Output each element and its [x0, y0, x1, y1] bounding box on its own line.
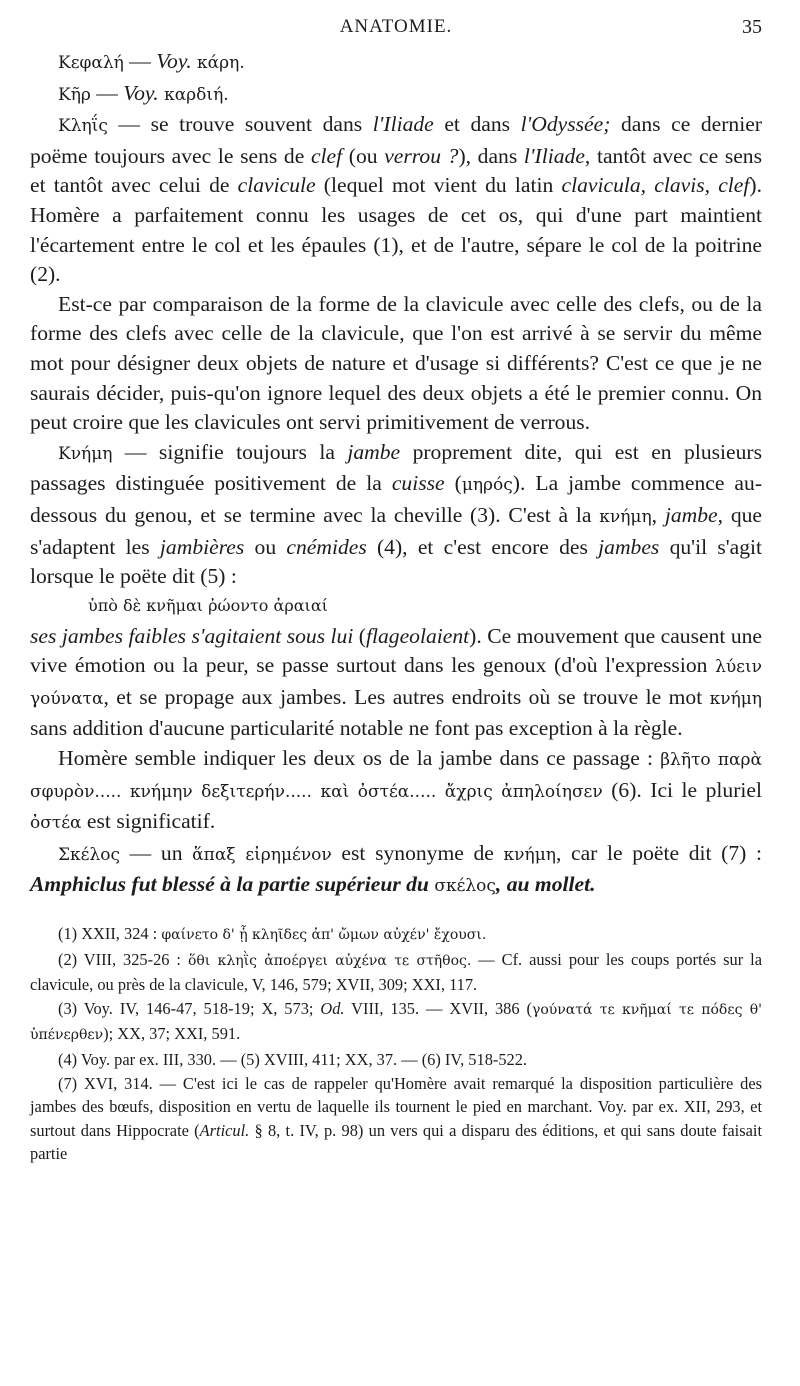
- translation: Amphiclus fut blessé à la partie supérieur du: [30, 872, 435, 897]
- text: est synonyme de: [331, 840, 504, 865]
- paragraph-comparaison: Est-ce par comparaison de la forme de la clavicule avec celle des clefs, ou de la forme des clefs avec celle de la clavicule, que l'on est arrivé à se servir du même mot pour désigner deux objets de nature et d'usage si différents? C'est ce que je ne saurais décider, puis-qu'on ignore lequel des deux objets a été le premier connu. On peut croire que les clavicules ont servi primitivement de verrous.: [30, 291, 762, 435]
- text: , que s'adaptent les: [30, 502, 762, 559]
- text: ). La jambe commence au-dessous du genou, et se termine avec la cheville (3). C'est à la: [30, 471, 763, 527]
- footnote-text: (2) VIII, 325-26 :: [58, 949, 188, 969]
- footnote-abbrev: Od.: [320, 998, 345, 1018]
- text: , tantôt avec ce sens et tantôt avec celui de: [30, 143, 763, 198]
- footnote-text: (1) XXII, 324 :: [58, 924, 162, 944]
- term: jambe: [347, 439, 401, 464]
- text: — signifie toujours la: [112, 439, 348, 464]
- greek-word: ὀστέα: [30, 813, 82, 834]
- voy-ref: Voy.: [156, 49, 192, 73]
- text: sans addition d'aucune particularité notable ne font pas exception à la règle.: [30, 716, 683, 741]
- term: jambe: [664, 502, 718, 527]
- text: (ou: [342, 143, 385, 168]
- footnote-text: (7) XVI, 314. — C'est ici le cas de rappeler qu'Homère avait remarqué la disposition particulière des jambes des bœufs, disposition en vertu de laquelle ils tournent le pied en marchant. Voy. par ex. XII, 293, et surtout dans Hippocrate (: [30, 1073, 762, 1140]
- page-header: [30, 16, 762, 42]
- text: Homère semble indiquer les deux os de la jambe dans ce passage :: [58, 746, 661, 771]
- greek-word: κνήμη: [599, 506, 652, 527]
- greek-word: κνήμη: [709, 688, 762, 709]
- text: (: [353, 623, 366, 648]
- page-number: 35: [742, 16, 762, 38]
- entry-headword: Κεφαλή: [58, 53, 124, 73]
- footnote-1: [30, 922, 762, 948]
- paragraph-ses-jambes: [30, 622, 762, 744]
- entry-headword: Σκέλος: [58, 844, 120, 865]
- voy-ref: Voy.: [123, 80, 159, 105]
- separator: [30, 902, 762, 916]
- greek-word: κνήμη: [503, 844, 556, 865]
- footnote-7: [30, 1072, 762, 1166]
- text: et dans: [433, 112, 521, 137]
- entry-kephale: [30, 47, 762, 79]
- paragraph-skelos: [30, 839, 762, 902]
- footnote-greek: γούνατά τε κνῆμαί τε πόδες θ' ὑπένερθεν: [30, 1001, 762, 1044]
- footnote-text: § 8, t. IV, p. 98) un vers qui a disparu des éditions, et qui sans doute faisait partie: [30, 1120, 762, 1164]
- text: proprement dite, qui est en plusieurs passages distinguée positivement de la: [30, 439, 762, 496]
- entry-headword: Κληΐς: [58, 116, 108, 137]
- entry-headword: Κῆρ: [58, 84, 91, 105]
- text: ), dans: [458, 143, 524, 168]
- work-title: l'Odyssée;: [520, 112, 611, 137]
- text: (lequel mot vient du latin: [315, 173, 562, 198]
- cross-ref: κάρη.: [191, 53, 245, 73]
- greek-word: ἅπαξ εἰρημένον: [192, 844, 332, 865]
- text: ). Ce mouvement que causent une vive émotion ou la peur, se passe surtout dans les genoux (d'où l'expression: [30, 623, 762, 678]
- term: jambes: [598, 534, 660, 559]
- footnote-2: [30, 948, 762, 997]
- paragraph-kneme: [30, 438, 762, 592]
- text: (6). Ici le pluriel: [602, 777, 762, 802]
- greek-word: μηρός: [461, 475, 513, 496]
- text: , et se propage aux jambes. Les autres endroits où se trouve le mot: [103, 684, 710, 709]
- cross-ref: καρδιή.: [158, 84, 229, 105]
- dash: —: [90, 80, 124, 105]
- greek-word: σκέλος: [434, 876, 496, 897]
- paragraph-homere: [30, 744, 762, 839]
- greek-quotation: ὑπὸ δὲ κνῆμαι ῥώοντο ἀραιαί: [88, 595, 328, 615]
- footnote-greek: φαίνετο δ' ᾗ κληῖδες ἀπ' ὤμων αὐχέν' ἔχουσι.: [161, 927, 487, 944]
- entry-ker: [30, 79, 762, 111]
- footnote-text: VIII, 135. — XVII, 386 (: [344, 998, 532, 1018]
- work-title: l'Iliade: [372, 112, 434, 137]
- footnote-text: — Cf. aussi pour les coups portés sur la clavicule, ou près de la clavicule, V, 146, 579; XVII, 309; XXI, 117.: [30, 949, 762, 995]
- footnote-3: [30, 997, 762, 1048]
- dash: —: [123, 49, 157, 73]
- term: verrou ?: [384, 143, 459, 168]
- footnotes: [30, 922, 762, 1166]
- translation: , au mollet.: [495, 872, 596, 897]
- text: — un: [119, 840, 193, 865]
- text: — se trouve souvent dans: [107, 112, 373, 137]
- greek-word: λύειν γούνατα: [30, 657, 762, 709]
- term: clavicule: [237, 173, 316, 198]
- text: qu'il s'agit lorsque le poëte dit (5) :: [30, 534, 762, 589]
- greek-quotation-inline: βλῆτο παρὰ σφυρὸν..... κνήμην δεξιτερήν..... καὶ ὀστέα..... ἄχρις ἀπηλοίησεν: [30, 750, 762, 802]
- text: (: [444, 471, 462, 496]
- paragraph-kleis: [30, 110, 762, 290]
- footnote-greek: ὅθι κληῒς ἀποέργει αὐχένα τε στῆθος.: [187, 952, 472, 969]
- text: ). Homère a parfaitement connu les usages de cet os, qui d'une part maintient l'écartement entre le col et les épaules (1), et de l'autre, sépare le col de la poitrine (2).: [30, 173, 762, 287]
- term: cuisse: [391, 471, 445, 496]
- footnote-text: (3) Voy. IV, 146-47, 518-19; X, 573;: [58, 998, 321, 1018]
- term: cnémides: [286, 534, 367, 559]
- work-title: l'Iliade: [523, 143, 585, 168]
- text: ,: [651, 502, 665, 527]
- running-title: ANATOMIE.: [339, 16, 453, 37]
- footnote-abbrev: Articul.: [199, 1120, 250, 1140]
- translation: ses jambes faibles s'agitaient sous lui: [30, 623, 354, 648]
- term: clef: [310, 143, 343, 168]
- entry-headword: Κνήμη: [58, 443, 113, 464]
- text: , car le poëte dit (7) :: [555, 840, 762, 865]
- footnote-text: ); XX, 37; XXI, 591.: [103, 1024, 241, 1044]
- term: clavicula, clavis, clef: [561, 173, 750, 198]
- footnote-4: (4) Voy. par ex. III, 330. — (5) XVIII, 411; XX, 37. — (6) IV, 518-522.: [58, 1050, 528, 1069]
- text: (4), et c'est encore des: [366, 534, 599, 559]
- text: dans ce dernier poëme toujours avec le sens de: [30, 112, 762, 168]
- term: jambières: [159, 534, 245, 559]
- text: ou: [244, 534, 287, 559]
- text: est significatif.: [81, 809, 216, 834]
- term: flageolaient: [366, 623, 470, 648]
- body-text: [30, 47, 762, 902]
